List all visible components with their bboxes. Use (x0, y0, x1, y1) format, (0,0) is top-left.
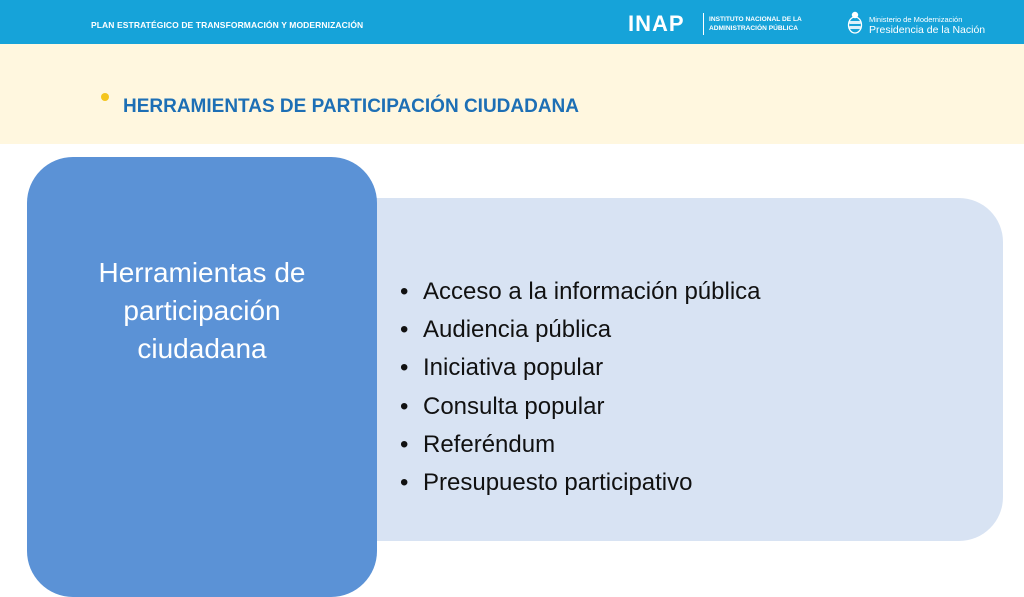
list-item (400, 349, 761, 387)
inap-name-line-2: ADMINISTRACIÓN PÚBLICA (709, 25, 799, 32)
list-item (400, 464, 761, 502)
bullet-dot: • (400, 392, 409, 420)
list-item (400, 311, 761, 349)
list-item-text: Iniciativa popular (423, 354, 604, 382)
tools-list (400, 273, 761, 502)
main-topic-line-3: ciudadana (137, 333, 267, 364)
list-item (400, 273, 761, 311)
list-item-text: Presupuesto participativo (423, 469, 693, 497)
list-item-text: Acceso a la información pública (423, 278, 761, 305)
inap-logo: INAP (628, 11, 685, 36)
bullet-dot: • (400, 278, 409, 305)
main-topic-text (99, 254, 306, 368)
list-item-text: Audiencia pública (423, 316, 612, 344)
inap-name (709, 15, 802, 33)
list-item (400, 426, 761, 464)
main-topic-line-2: participación (123, 295, 281, 326)
main-topic-box (27, 157, 377, 597)
list-item-text: Consulta popular (423, 392, 605, 420)
bullet-dot: • (400, 430, 409, 458)
main-topic-line-1: Herramientas de (98, 257, 306, 288)
title-bullet (101, 93, 109, 101)
header-bar (0, 0, 1024, 44)
inap-name-line-1: INSTITUTO NACIONAL DE LA (709, 16, 802, 23)
section-title: HERRAMIENTAS DE PARTICIPACIÓN CIUDADANA (123, 96, 579, 117)
list-item-text: Referéndum (423, 430, 556, 458)
argentina-seal-icon (847, 10, 863, 35)
bullet-dot: • (400, 316, 409, 344)
ministry-line-1: Ministerio de Modernización (869, 15, 963, 24)
logo-divider (703, 13, 704, 35)
ministry-line-2: Presidencia de la Nación (869, 24, 986, 36)
bullet-dot: • (400, 469, 409, 497)
list-item (400, 388, 761, 426)
bullet-dot: • (400, 354, 409, 382)
ministry-name (869, 15, 985, 36)
plan-title: PLAN ESTRATÉGICO DE TRANSFORMACIÓN Y MODERNIZACIÓN (91, 20, 364, 30)
title-band (0, 44, 1024, 144)
